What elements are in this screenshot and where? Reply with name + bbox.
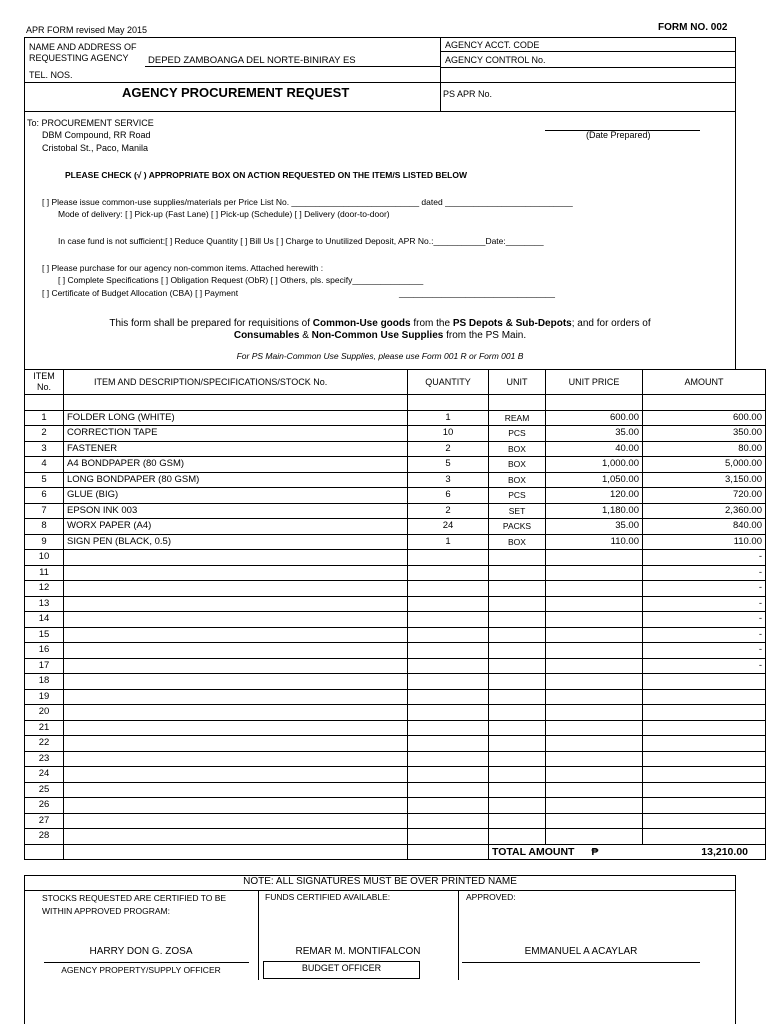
delivery-line: Mode of delivery: [ ] Pick-up (Fast Lane) [ ] Pick-up (Schedule) [ ] Delivery (door-to-door) — [58, 209, 390, 219]
header-left-border — [24, 37, 25, 112]
signature-note: NOTE: ALL SIGNATURES MUST BE OVER PRINTED NAME — [243, 876, 517, 887]
table-row — [25, 798, 766, 814]
item-amount: - — [643, 565, 766, 581]
table-row — [25, 705, 766, 721]
note-2d: from the PS Main. — [443, 330, 527, 341]
address-to: To: PROCUREMENT SERVICE — [27, 118, 154, 128]
item-no: 25 — [25, 782, 64, 798]
item-amount: 80.00 — [643, 441, 766, 457]
item-description — [64, 658, 408, 674]
table-header-row — [25, 370, 766, 395]
item-unit — [489, 767, 546, 783]
header-item-no: ITEM No. — [25, 370, 64, 395]
item-quantity — [408, 596, 489, 612]
item-description — [64, 751, 408, 767]
table-row — [25, 689, 766, 705]
item-description: CORRECTION TAPE — [64, 426, 408, 442]
item-no: 8 — [25, 519, 64, 535]
item-unit-price: 35.00 — [546, 426, 643, 442]
item-description: FASTENER — [64, 441, 408, 457]
item-no: 7 — [25, 503, 64, 519]
item-unit-price — [546, 689, 643, 705]
approved-label: APPROVED: — [466, 892, 516, 902]
item-amount: 110.00 — [643, 534, 766, 550]
table-row — [25, 658, 766, 674]
header-bottom-border — [24, 111, 736, 112]
item-no: 13 — [25, 596, 64, 612]
item-unit-price — [546, 736, 643, 752]
cba-blank: _________________________________ — [399, 288, 556, 298]
item-unit: PCS — [489, 488, 546, 504]
item-no: 27 — [25, 813, 64, 829]
item-quantity — [408, 705, 489, 721]
header-divider — [440, 37, 441, 112]
form-revision: APR FORM revised May 2015 — [26, 25, 148, 35]
item-unit — [489, 565, 546, 581]
item-no: 23 — [25, 751, 64, 767]
table-row — [25, 829, 766, 845]
agency-name: DEPED ZAMBOANGA DEL NORTE-BINIRAY ES — [148, 55, 356, 66]
item-no: 28 — [25, 829, 64, 845]
item-no: 2 — [25, 426, 64, 442]
note-line-2 — [24, 330, 736, 341]
note-bottom-border — [24, 890, 736, 891]
item-unit-price: 40.00 — [546, 441, 643, 457]
item-amount: 3,150.00 — [643, 472, 766, 488]
item-unit-price: 35.00 — [546, 519, 643, 535]
agency-name-underline — [145, 66, 440, 67]
item-amount: - — [643, 627, 766, 643]
signatory-2-title: BUDGET OFFICER — [301, 963, 382, 973]
table-row — [25, 627, 766, 643]
header-description: ITEM AND DESCRIPTION/SPECIFICATIONS/STOCK No. — [64, 370, 408, 395]
item-unit-price — [546, 705, 643, 721]
item-amount: - — [643, 643, 766, 659]
note-1a: This form shall be prepared for requisitions of — [109, 318, 313, 329]
form-number: FORM NO. 002 — [658, 22, 728, 33]
page-title: AGENCY PROCUREMENT REQUEST — [122, 85, 350, 100]
note-line-1 — [24, 318, 736, 329]
sig-1-line — [44, 962, 249, 963]
table-row — [25, 472, 766, 488]
item-amount — [643, 674, 766, 690]
table-row — [25, 565, 766, 581]
item-description: SIGN PEN (BLACK, 0.5) — [64, 534, 408, 550]
control-no-label: AGENCY CONTROL No. — [445, 55, 546, 65]
item-quantity — [408, 798, 489, 814]
item-quantity — [408, 782, 489, 798]
item-description — [64, 550, 408, 566]
item-no: 19 — [25, 689, 64, 705]
table-row — [25, 782, 766, 798]
item-unit — [489, 813, 546, 829]
item-unit — [489, 782, 546, 798]
item-description — [64, 736, 408, 752]
item-amount — [643, 798, 766, 814]
item-unit: BOX — [489, 457, 546, 473]
table-row — [25, 612, 766, 628]
item-amount: - — [643, 658, 766, 674]
item-amount: 350.00 — [643, 426, 766, 442]
item-unit-price — [546, 658, 643, 674]
form-note: For PS Main-Common Use Supplies, please use Form 001 R or Form 001 B — [236, 351, 524, 361]
ps-apr-label: PS APR No. — [443, 89, 493, 99]
item-description — [64, 643, 408, 659]
cba-line: [ ] Certificate of Budget Allocation (CBA) [ ] Payment — [42, 288, 239, 298]
sig-right-border — [735, 875, 736, 1024]
item-quantity: 2 — [408, 503, 489, 519]
total-blank — [64, 844, 408, 860]
total-blank — [25, 844, 64, 860]
item-description — [64, 565, 408, 581]
item-no: 20 — [25, 705, 64, 721]
item-quantity — [408, 767, 489, 783]
item-unit — [489, 643, 546, 659]
table-row — [25, 457, 766, 473]
table-row — [25, 534, 766, 550]
item-no: 21 — [25, 720, 64, 736]
item-description — [64, 798, 408, 814]
address-line1: DBM Compound, RR Road — [42, 130, 151, 140]
item-unit — [489, 627, 546, 643]
item-quantity — [408, 658, 489, 674]
note-1e: ; and for orders of — [571, 318, 651, 329]
item-unit-price — [546, 565, 643, 581]
table-row — [25, 410, 766, 426]
spacer-cell — [643, 395, 766, 411]
spacer-cell — [546, 395, 643, 411]
item-unit: PACKS — [489, 519, 546, 535]
item-unit — [489, 674, 546, 690]
item-amount: - — [643, 550, 766, 566]
item-quantity: 2 — [408, 441, 489, 457]
item-unit: PCS — [489, 426, 546, 442]
item-amount — [643, 705, 766, 721]
item-no: 12 — [25, 581, 64, 597]
item-quantity — [408, 813, 489, 829]
item-unit — [489, 658, 546, 674]
item-unit — [489, 720, 546, 736]
name-address-label: NAME AND ADDRESS OF REQUESTING AGENCY — [29, 42, 137, 63]
item-unit: BOX — [489, 472, 546, 488]
table-row — [25, 581, 766, 597]
header-right-border — [735, 37, 736, 112]
signatory-2-name: REMAR M. MONTIFALCON — [295, 946, 421, 957]
item-unit-price — [546, 581, 643, 597]
total-cell — [489, 844, 766, 860]
item-unit-price: 1,180.00 — [546, 503, 643, 519]
item-quantity: 1 — [408, 534, 489, 550]
header-amount: AMOUNT — [643, 370, 766, 395]
item-no: 1 — [25, 410, 64, 426]
table-row — [25, 550, 766, 566]
item-quantity — [408, 689, 489, 705]
item-no: 14 — [25, 612, 64, 628]
item-amount: - — [643, 596, 766, 612]
item-quantity — [408, 736, 489, 752]
purchase-line: [ ] Please purchase for our agency non-common items. Attached herewith : — [42, 263, 324, 273]
item-quantity — [408, 565, 489, 581]
spacer-cell — [25, 395, 64, 411]
item-amount — [643, 736, 766, 752]
item-quantity: 1 — [408, 410, 489, 426]
item-quantity: 3 — [408, 472, 489, 488]
item-amount: 2,360.00 — [643, 503, 766, 519]
item-no: 5 — [25, 472, 64, 488]
item-unit-price — [546, 612, 643, 628]
item-amount: 5,000.00 — [643, 457, 766, 473]
signatory-1-title: AGENCY PROPERTY/SUPPLY OFFICER — [61, 965, 221, 975]
item-amount — [643, 751, 766, 767]
stocks-certified-label: STOCKS REQUESTED ARE CERTIFIED TO BE WITHIN APPROVED PROGRAM: — [42, 893, 227, 916]
item-no: 16 — [25, 643, 64, 659]
specs-line: [ ] Complete Specifications [ ] Obligation Request (ObR) [ ] Others, pls. specify_______________ — [58, 275, 424, 285]
item-unit-price — [546, 751, 643, 767]
table-row — [25, 751, 766, 767]
note-1b: Common-Use goods — [312, 318, 411, 329]
item-description — [64, 674, 408, 690]
table-spacer-row — [25, 395, 766, 411]
item-unit-price — [546, 720, 643, 736]
item-no: 11 — [25, 565, 64, 581]
item-description — [64, 689, 408, 705]
header-mid-border — [24, 82, 736, 83]
item-description — [64, 813, 408, 829]
item-no: 15 — [25, 627, 64, 643]
item-description — [64, 767, 408, 783]
header-unit-price: UNIT PRICE — [546, 370, 643, 395]
item-quantity — [408, 581, 489, 597]
item-amount: 720.00 — [643, 488, 766, 504]
item-amount — [643, 813, 766, 829]
fund-line: In case fund is not sufficient:[ ] Reduce Quantity [ ] Bill Us [ ] Charge to Unutilized Deposit, APR No.:___________Date:________ — [58, 236, 544, 246]
note-2a: Consumables — [233, 330, 300, 341]
total-row — [25, 844, 766, 860]
item-quantity — [408, 751, 489, 767]
item-unit: REAM — [489, 410, 546, 426]
item-description: FOLDER LONG (WHITE) — [64, 410, 408, 426]
address-line2: Cristobal St., Paco, Manila — [42, 143, 149, 153]
item-amount: - — [643, 581, 766, 597]
item-quantity — [408, 550, 489, 566]
note-1d: PS Depots & Sub-Depots — [452, 318, 572, 329]
table-row — [25, 736, 766, 752]
item-unit-price: 120.00 — [546, 488, 643, 504]
note-2c: Non-Common Use Supplies — [311, 330, 444, 341]
item-unit-price — [546, 596, 643, 612]
item-quantity — [408, 643, 489, 659]
item-unit-price: 600.00 — [546, 410, 643, 426]
spacer-cell — [489, 395, 546, 411]
item-unit-price — [546, 627, 643, 643]
item-description — [64, 627, 408, 643]
item-unit — [489, 798, 546, 814]
acct-code-label: AGENCY ACCT. CODE — [445, 40, 540, 50]
item-unit-price — [546, 767, 643, 783]
item-unit — [489, 612, 546, 628]
item-amount — [643, 689, 766, 705]
item-unit-price: 1,000.00 — [546, 457, 643, 473]
item-description: GLUE (BIG) — [64, 488, 408, 504]
item-amount: - — [643, 612, 766, 628]
item-unit — [489, 596, 546, 612]
item-amount: 600.00 — [643, 410, 766, 426]
currency-symbol: ₱ — [591, 845, 599, 858]
sig-3-line — [462, 962, 700, 963]
item-quantity: 10 — [408, 426, 489, 442]
tel-label: TEL. NOS. — [29, 70, 73, 80]
total-amount: 13,210.00 — [701, 845, 748, 858]
issue-line: [ ] Please issue common-use supplies/materials per Price List No. ___________________________ dated ___________________________ — [42, 197, 573, 207]
item-description — [64, 705, 408, 721]
item-no: 17 — [25, 658, 64, 674]
table-row — [25, 813, 766, 829]
item-description — [64, 612, 408, 628]
item-unit — [489, 689, 546, 705]
table-row — [25, 426, 766, 442]
header-acct-border — [440, 51, 736, 52]
item-unit-price: 1,050.00 — [546, 472, 643, 488]
check-heading: PLEASE CHECK (√ ) APPROPRIATE BOX ON ACTION REQUESTED ON THE ITEM/S LISTED BELOW — [65, 170, 467, 180]
sig-divider-2 — [458, 890, 459, 980]
item-description — [64, 720, 408, 736]
item-quantity — [408, 612, 489, 628]
item-quantity — [408, 829, 489, 845]
item-no: 10 — [25, 550, 64, 566]
item-description — [64, 829, 408, 845]
item-no: 18 — [25, 674, 64, 690]
signatory-3-name: EMMANUEL A ACAYLAR — [524, 946, 638, 957]
item-description: WORX PAPER (A4) — [64, 519, 408, 535]
table-row — [25, 519, 766, 535]
total-label: TOTAL AMOUNT — [492, 845, 575, 858]
item-description: A4 BONDPAPER (80 GSM) — [64, 457, 408, 473]
item-quantity: 6 — [408, 488, 489, 504]
table-row — [25, 643, 766, 659]
item-unit-price: 110.00 — [546, 534, 643, 550]
table-row — [25, 488, 766, 504]
item-unit-price — [546, 782, 643, 798]
spacer-cell — [408, 395, 489, 411]
note-2b: & — [299, 330, 312, 341]
item-description: EPSON INK 003 — [64, 503, 408, 519]
item-unit-price — [546, 643, 643, 659]
item-no: 3 — [25, 441, 64, 457]
note-1c: from the — [410, 318, 453, 329]
item-unit — [489, 829, 546, 845]
header-unit: UNIT — [489, 370, 546, 395]
item-unit: BOX — [489, 534, 546, 550]
item-description — [64, 596, 408, 612]
item-quantity: 5 — [408, 457, 489, 473]
item-unit-price — [546, 674, 643, 690]
item-description — [64, 782, 408, 798]
item-quantity — [408, 720, 489, 736]
header-top-border — [24, 37, 736, 38]
item-unit — [489, 736, 546, 752]
signatory-1-name: HARRY DON G. ZOSA — [89, 946, 193, 957]
funds-certified-label: FUNDS CERTIFIED AVAILABLE: — [265, 892, 391, 902]
sig-divider-1 — [258, 890, 259, 980]
item-description — [64, 581, 408, 597]
item-unit: BOX — [489, 441, 546, 457]
header-quantity: QUANTITY — [408, 370, 489, 395]
item-unit — [489, 751, 546, 767]
item-unit-price — [546, 813, 643, 829]
item-no: 6 — [25, 488, 64, 504]
total-blank — [408, 844, 489, 860]
item-amount — [643, 782, 766, 798]
item-unit: SET — [489, 503, 546, 519]
item-amount — [643, 720, 766, 736]
item-amount — [643, 829, 766, 845]
item-unit — [489, 581, 546, 597]
table-row — [25, 767, 766, 783]
items-table — [24, 369, 766, 860]
spacer-cell — [64, 395, 408, 411]
item-amount: 840.00 — [643, 519, 766, 535]
date-prepared-label: (Date Prepared) — [586, 130, 651, 140]
item-no: 22 — [25, 736, 64, 752]
item-quantity — [408, 627, 489, 643]
item-unit-price — [546, 798, 643, 814]
header-control-border — [440, 67, 736, 68]
table-row — [25, 503, 766, 519]
item-no: 4 — [25, 457, 64, 473]
item-no: 9 — [25, 534, 64, 550]
item-unit-price — [546, 550, 643, 566]
table-row — [25, 441, 766, 457]
table-row — [25, 720, 766, 736]
item-no: 24 — [25, 767, 64, 783]
table-row — [25, 674, 766, 690]
item-quantity: 24 — [408, 519, 489, 535]
item-quantity — [408, 674, 489, 690]
item-unit — [489, 550, 546, 566]
item-description: LONG BONDPAPER (80 GSM) — [64, 472, 408, 488]
table-row — [25, 596, 766, 612]
item-unit-price — [546, 829, 643, 845]
item-amount — [643, 767, 766, 783]
item-no: 26 — [25, 798, 64, 814]
item-unit — [489, 705, 546, 721]
